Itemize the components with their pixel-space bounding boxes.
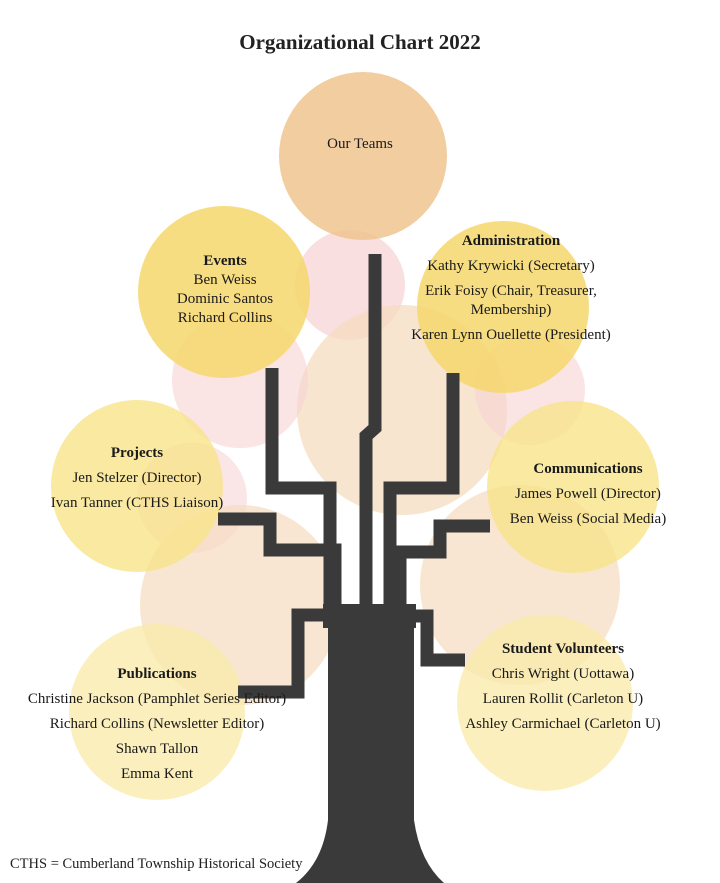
footnote: CTHS = Cumberland Township Historical Society [10, 856, 303, 872]
publications-member: Christine Jackson (Pamphlet Series Editor) [27, 691, 287, 707]
chart-title: Organizational Chart 2022 [239, 30, 481, 54]
projects-member: Jen Stelzer (Director) [72, 470, 202, 486]
events-member: Dominic Santos [176, 291, 274, 307]
communications-title: Communications [533, 461, 643, 477]
publications-member: Richard Collins (Newsletter Editor) [49, 716, 265, 732]
center-label: Our Teams [327, 136, 393, 152]
projects-member: Ivan Tanner (CTHS Liaison) [50, 495, 224, 511]
events-group [177, 252, 273, 328]
student-volunteers-member: Ashley Carmichael (Carleton U) [465, 716, 661, 732]
communications-member: Ben Weiss (Social Media) [509, 511, 667, 527]
student-volunteers-group [465, 640, 660, 734]
events-member: Ben Weiss [193, 272, 257, 288]
center-circle [279, 72, 447, 240]
administration-member: Karen Lynn Ouellette (President) [411, 327, 611, 343]
student-volunteers-title: Student Volunteers [501, 641, 625, 657]
publications-group [28, 665, 286, 784]
administration-title: Administration [461, 233, 561, 249]
events-member: Richard Collins [177, 310, 273, 326]
projects-title: Projects [110, 445, 164, 461]
administration-member: Erik Foisy (Chair, Treasurer, Membership) [425, 283, 597, 318]
administration-member: Kathy Krywicki (Secretary) [427, 258, 595, 274]
events-title: Events [203, 253, 247, 269]
communications-group [510, 460, 666, 529]
student-volunteers-member: Lauren Rollit (Carleton U) [482, 691, 644, 707]
communications-member: James Powell (Director) [515, 486, 661, 502]
publications-member: Emma Kent [120, 766, 194, 782]
publications-member: Shawn Tallon [115, 741, 199, 757]
publications-title: Publications [117, 666, 197, 682]
student-volunteers-member: Chris Wright (Uottawa) [491, 666, 635, 682]
projects-group [51, 444, 223, 513]
administration-group [411, 232, 611, 345]
